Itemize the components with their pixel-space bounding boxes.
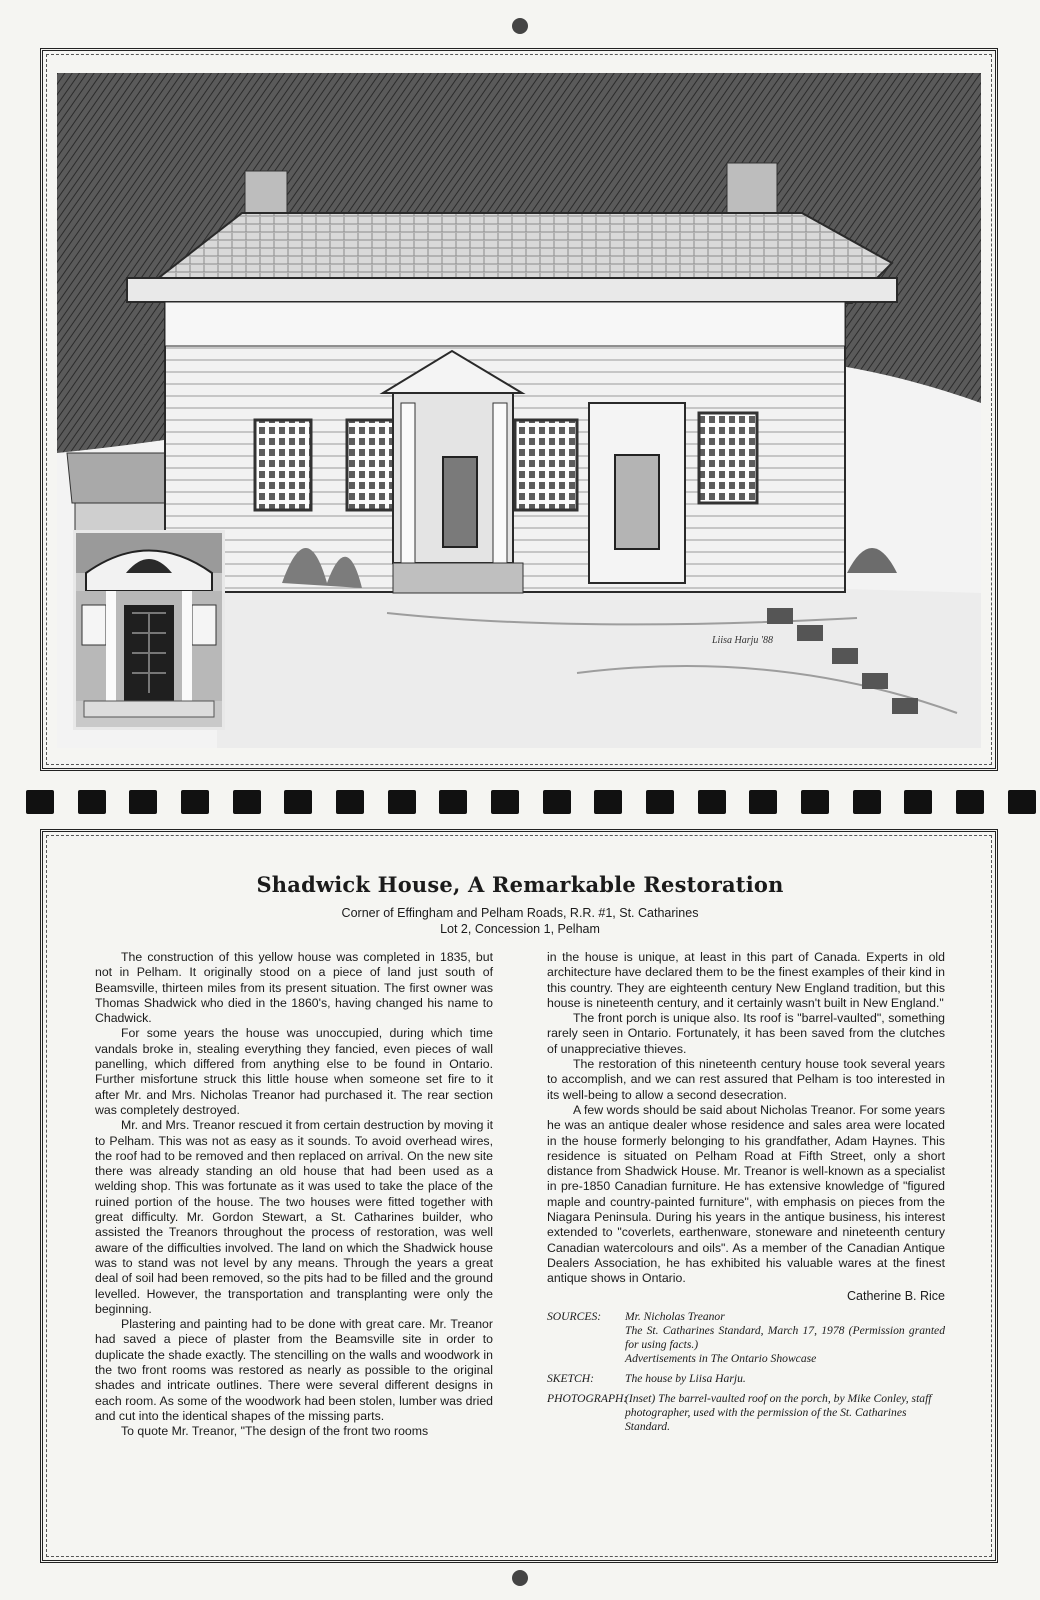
paragraph: For some years the house was unoccupied, during which time vandals broke in, stealing everything they fancied, even pieces of wall panelling, which differed from anything else to be found in Ontario. Further misfortune struck this little house when someone set fire to it after Mr. and Mrs. Nicholas Treanor had purchased it. The rear section was completely destroyed.: [95, 1026, 493, 1117]
paragraph: The construction of this yellow house was completed in 1835, but not in Pelham. It originally stood on a piece of land just south of Beamsville, thirteen miles from its present situation. The first owner was Thomas Shadwick who died in the 1860's, having changed his name to Chadwick.: [95, 950, 493, 1026]
author-signature: Catherine B. Rice: [847, 1288, 945, 1303]
sketch-credit: The house by Liisa Harju.: [625, 1371, 746, 1385]
source-item: Mr. Nicholas Treanor: [625, 1309, 725, 1323]
paragraph: Mr. and Mrs. Treanor rescued it from certain destruction by moving it to Pelham. This was not as easy as it sounds. To avoid overhead wires, the roof had to be removed and then replaced on arrival. On the new site there was already standing an old house that had been used as a welding shop. This was fortunate as it was used to take the place of the ruined portion of the house. The two houses were fitted together with great difficulty. Mr. Gordon Stewart, a St. Catharines builder, who assisted the Treanors throughout the process of restoration, was well aware of the difficulties involved. The land on which the Shadwick house was to stand was not level by any means. Through the years a great deal of soil had been removed, so the pits had to be filled and the ground levelled. However, the transportation and transplanting were only the beginning.: [95, 1118, 493, 1316]
photograph-credit: (Inset) The barrel-vaulted roof on the porch, by Mike Conley, staff photographer, used with the permission of the St. Catharines Standard.: [625, 1391, 932, 1433]
binder-hole-top: [512, 18, 528, 34]
inset-porch-photo: [73, 530, 225, 730]
paragraph: Plastering and painting had to be done with great care. Mr. Treanor had saved a piece of plaster from the Beamsville site in order to duplicate the shade exactly. The stencilling on the walls and woodwork in the two front rooms was restored as nearly as possible to the original shades and intricate outlines. There were several different designs in each room. As some of the woodwork had been stolen, lumber was dried and cut into the identical shapes of the missing parts.: [95, 1317, 493, 1423]
paragraph: The front porch is unique also. Its roof is "barrel-vaulted", something rarely seen in Ontario. Fortunately, it has been saved from the clutches of unappreciative thieves.: [547, 1011, 945, 1056]
source-item: Advertisements in The Ontario Showcase: [625, 1351, 817, 1365]
spiral-binding: [26, 790, 1036, 816]
photograph-label: PHOTOGRAPH:: [547, 1391, 628, 1405]
paragraph-continued: in the house is unique, at least in this part of Canada. Experts in old architecture have declared them to be the finest examples of their kind in this country. They are eighteenth century New England tradition, but this house is nineteenth century, and it certainly wasn't built in New England.": [547, 950, 945, 1010]
article-address: Corner of Effingham and Pelham Roads, R.R. #1, St. Catharines: [341, 906, 699, 920]
sources-label: SOURCES:: [547, 1309, 602, 1323]
paragraph: The restoration of this nineteenth century house took several years to accomplish, and we can rest assured that Pelham is too interested in its well-being to allow a second desecration.: [547, 1057, 945, 1102]
sketch-label: SKETCH:: [547, 1371, 595, 1385]
article-lot: Lot 2, Concession 1, Pelham: [440, 922, 600, 936]
article-column-left: [95, 950, 493, 1440]
sketch-signature: Liisa Harju '88: [712, 635, 774, 646]
source-item: The St. Catharines Standard, March 17, 1978 (Permission granted for using facts.): [625, 1323, 945, 1351]
sources-block: [547, 1310, 945, 1434]
paragraph: A few words should be said about Nicholas Treanor. For some years he was an antique dealer whose residence and sales area were located in the house formerly belonging to his grandfather, Adam Haynes. This residence is situated on Pelham Road at Fifth Street, only a short distance from Shadwick House. Mr. Treanor is well-known as a specialist in pre-1850 Canadian furniture. He has extensive knowledge of "figured maple and country-painted furniture", with emphasis on pieces from the Niagara Peninsula. During his years in the antique business, his interest extended to "coverlets, earthenware, stoneware and nineteenth century Canadian watercolours and oils". As a member of the Canadian Antique Dealers Association, he has exhibited his valuable wares at the finest antique shows in Ontario.: [547, 1102, 945, 1286]
paragraph: To quote Mr. Treanor, "The design of the front two rooms: [121, 1424, 429, 1439]
article-column-right: [547, 950, 945, 1434]
binder-hole-bottom: [512, 1570, 528, 1586]
article-title: Shadwick House, A Remarkable Restoration: [256, 872, 784, 897]
